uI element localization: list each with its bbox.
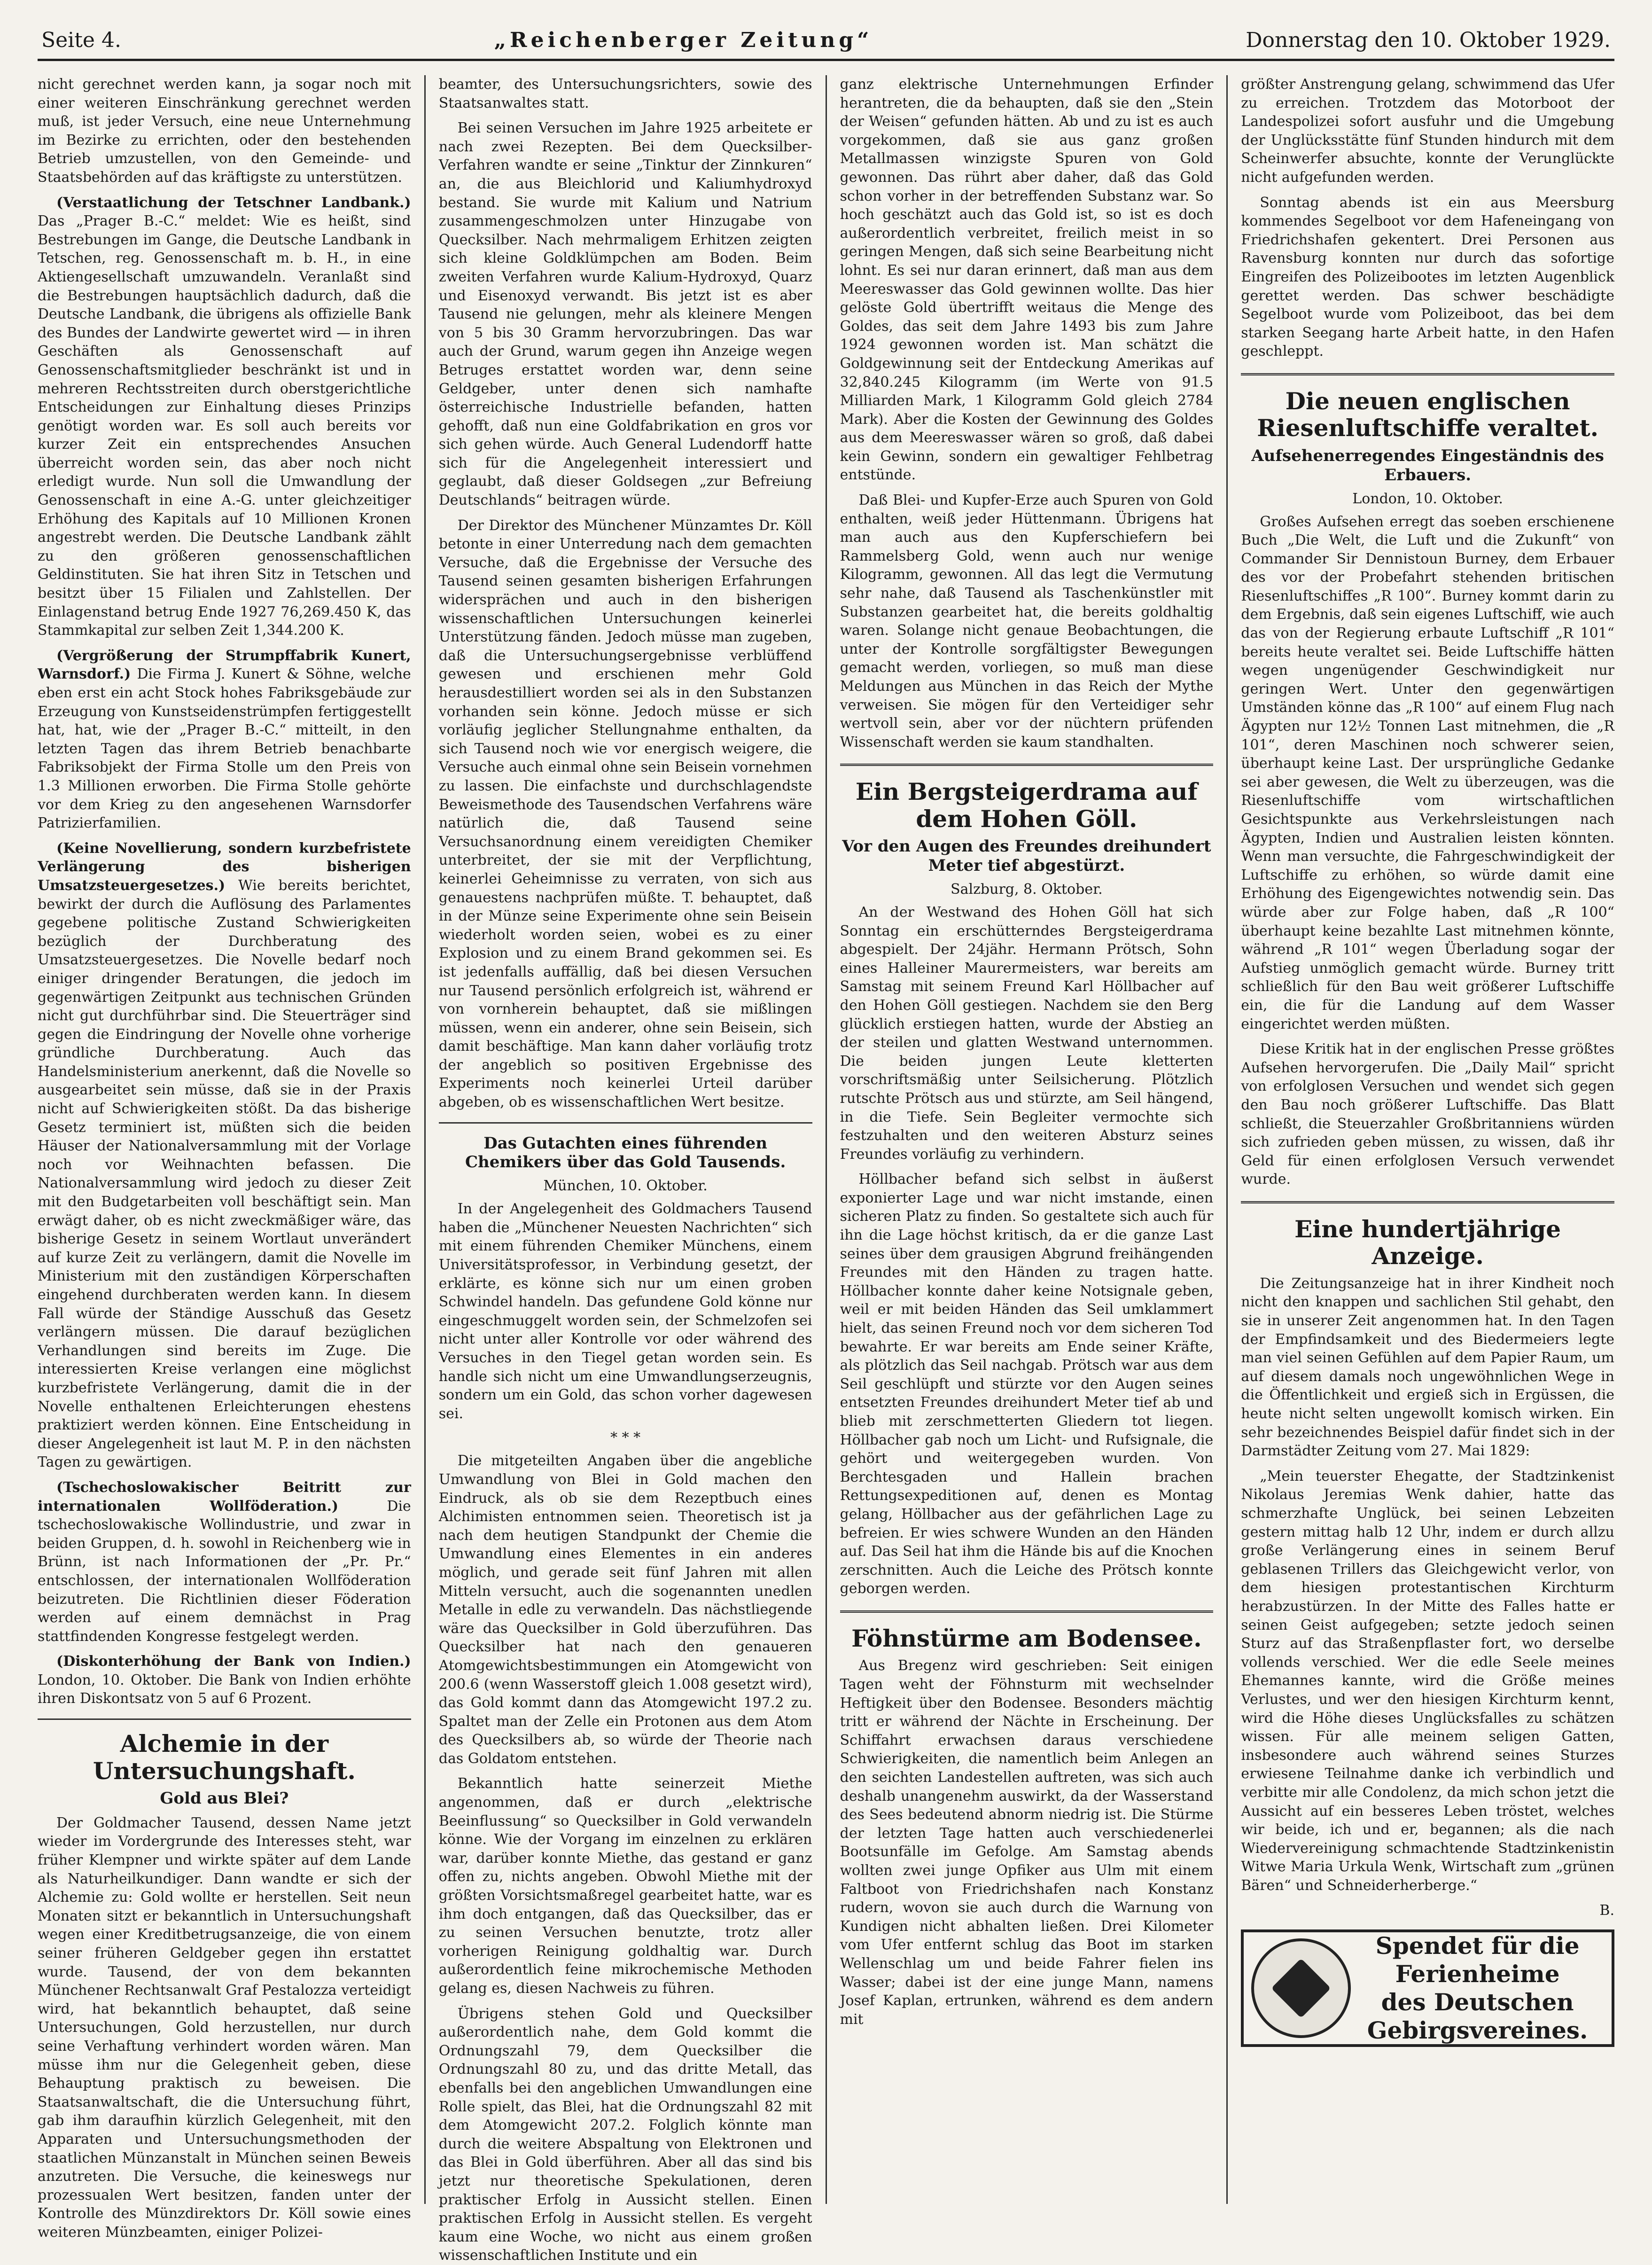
- paragraph: nicht gerechnet werden kann, ja sogar noch mit einer weiteren Einschränkung gerechnet werden muß, ist jeder Versuch, eine neue Unternehmung im Bezirke zu errichten, oder den bestehenden Betrieb umzustellen, von den Gemeinde- und Staatsbehörden auf das kräftigste zu unterstützen.: [38, 76, 411, 186]
- paragraph: In der Angelegenheit des Goldmachers Tausend haben die „Münchener Neuesten Nachrichten“ sich mit einem führenden Chemiker Münchens, einem Universitätsprofessor, in Verbindung gesetzt, der erklärte, es könne sich nur um einen groben Schwindel handeln. Das gefundene Gold könne nur eingeschmuggelt worden sein, der Schmelzofen sei nicht unter aller Kontrolle vor oder während des Versuches in den Tiegel getan worden sein. Es handle sich nicht um eine Umwandlungserzeugnis, sondern um ein Gold, das schon vorher dagewesen sei.: [438, 1201, 812, 1422]
- dateline: Salzburg, 8. Oktober.: [951, 881, 1103, 898]
- news-text: London, 10. Oktober. Die Bank von Indien erhöhte ihren Diskontsatz von 5 auf 6 Prozent.: [38, 1671, 411, 1707]
- news-headline: (Vergrößerung der Strumpffabrik Kunert, Warnsdorf.): [38, 647, 411, 683]
- advertisement-text: [1351, 1932, 1604, 2045]
- paragraph: Großes Aufsehen erregt das soeben erschienene Buch „Die Welt, die Luft und die Zukunft“ von Commander Sir Dennistoun Burney, dem Erbauer des vor der Probefahrt stehenden britischen Riesenluftschiffes „R 100“. Burney kommt darin zu dem Ergebnis, daß sein eigenes Luftschiff, wie auch das von der Regierung erbaute Luftschiff „R 101“ bereits heute veraltet sei. Beide Luftschiffe hätten wegen ungenügender Geschwindigkeit nur geringen Wert. Unter den gegenwärtigen Umständen könne das „R 100“ auf einem Flug nach Ägypten nur 12½ Tonnen Last mitnehmen, die „R 101“, deren Maschinen noch schwerer seien, überhaupt keine Last. Der ursprüngliche Gedanke sei aber gewesen, die Welt zu überzeugen, was die Riesenluftschiffe vom wirtschaftlichen Gesichtspunkte aus Verkehrsleistungen nach Ägypten, Indien und Australien leisten könnten. Wenn man versuchte, die Fahrgeschwindigkeit der Luftschiffe zu erhöhen, so würde damit eine Erhöhung des Eigengewichtes notwendig sein. Das würde aber zur Folge haben, daß „R 100“ überhaupt keine bezahlte Last mitnehmen könnte, während „R 101“ wegen Überladung sogar der Aufstieg unmöglich gemacht würde. Burney tritt schließlich für den Bau weit größerer Luftschiffe ein, die für die Landung auf dem Wasser eingerichtet werden müßten.: [1241, 513, 1614, 1032]
- paragraph: beamter, des Untersuchungsrichters, sowie des Staatsanwaltes statt.: [438, 76, 812, 111]
- article-subtitle: Gold aus Blei?: [160, 1789, 289, 1808]
- divider: [439, 1122, 812, 1124]
- divider: [1241, 373, 1614, 375]
- news-headline: (Keine Novellierung, sondern kurzbefristete Verlängerung des bisherigen Umsatzsteuergesetzes.): [38, 840, 411, 894]
- paragraph: größter Anstrengung gelang, schwimmend das Ufer zu erreichen. Trotzdem das Motorboot der Landespolizei sofort ausfuhr und die Umgebung der Unglücksstätte fünf Stunden hindurch mit dem Scheinwerfer absuchte, konnte der Verunglückte nicht aufgefunden werden.: [1241, 76, 1614, 186]
- divider: [38, 1718, 411, 1720]
- divider: [840, 1610, 1214, 1613]
- article-title-alchemie: Alchemie in der Untersuchungshaft.: [93, 1730, 356, 1785]
- newspaper-page: [38, 28, 1614, 2264]
- paragraph: Bei seinen Versuchen im Jahre 1925 arbeitete er nach zwei Rezepten. Bei dem Quecksilber-Verfahren wandte er seine „Tinktur der Zinnkuren“ an, die aus Bleichlorid und Kaliumhydroxyd bestand. Sie wurde mit Kalium und Natrium zusammengeschmolzen unter Hinzugabe von Quecksilber. Nach mehrmaligem Erhitzen zeigten sich kleine Goldklümpchen am Boden. Beim zweiten Verfahren wurde Kalium-Hydroxyd, Quarz und Eisenoxyd verwandt. Bis jetzt ist es aber Tausend nie gelungen, mehr als kleinere Mengen von 5 bis 30 Gramm hervorzubringen. Das war auch der Grund, warum gegen ihn Anzeige wegen Betruges erstattet worden war, denn seine Geldgeber, unter denen sich namhafte österreichische Industrielle befanden, hatten gehofft, daß nun eine Goldfabrikation en gros vor sich gehen würde. Auch General Ludendorff hatte sich für die Angelegenheit interessiert und geglaubt, daß dieser Goldsegen „zur Befreiung Deutschlands“ beitragen würde.: [438, 120, 812, 509]
- article-title-anzeige: Eine hundertjährige Anzeige.: [1294, 1215, 1561, 1270]
- news-text: Die Firma J. Kunert & Söhne, welche eben erst ein acht Stock hohes Fabriksgebäude zur Erzeugung von Kunstseidenstrümpfen fertiggestellt hat, hat, wie der „Prager B.-C.“ mitteilt, in den letzten Tagen das ihrem Betrieb benachbarte Fabriksobjekt der Firma Stolle um den Preis von 1.3 Millionen erworben. Die Firma Stolle gehörte vor dem Krieg zu den angesehenen Warnsdorfer Patrizierfamilien.: [38, 666, 411, 832]
- columns: [38, 75, 1614, 2264]
- newspaper-title: „Reichenberger Zeitung“: [494, 28, 873, 52]
- paragraph: Höllbacher befand sich selbst in äußerst exponierter Lage und war nicht imstande, einen sicheren Platz zu finden. So gestaltete sich auch für ihn die Lage höchst kritisch, da er die ganze Last seines über dem grausigen Abgrund freihängenden Freundes mit den Händen zu tragen hatte. Höllbacher konnte daher keine Notsignale geben, weil er mit beiden Händen das Seil umklammert hielt, das seinen Freund noch vor dem sicheren Tod bewahrte. Er war bereits am Ende seiner Kräfte, als plötzlich das Seil nachgab. Prötsch war aus dem Seil geschlüpft und stürzte vor den Augen seines entsetzten Freundes dreihundert Meter tief ab und blieb mit zerschmetterten Gliedern tot liegen. Höllbacher gab noch um Licht- und Rufsignale, die gehört und weitergegeben wurden. Von Berchtesgaden und Hallein brachen Rettungsexpeditionen auf, denen es Montag gelang, Höllbacher aus der gefährlichen Lage zu befreien. Er wies schwere Wunden an den Händen auf. Das Seil hat ihm die Hände bis auf die Knochen zerschnitten. Auch die Leiche des Prötsch konnte geborgen werden.: [840, 1171, 1214, 1597]
- paragraph: An der Westwand des Hohen Göll hat sich Sonntag ein erschütterndes Bergsteigerdrama abgespielt. Der 24jähr. Hermann Prötsch, Sohn eines Halleiner Maurermeisters, war bereits am Samstag mit seinem Freund Karl Höllbacher auf den Hohen Göll gestiegen. Nachdem sie den Berg glücklich erstiegen hatten, wurde der Abstieg an der steilen und glatten Westwand unternommen. Die beiden jungen Leute kletterten vorschriftsmäßig unter Seilsicherung. Plötzlich rutschte Prötsch aus und stürzte, am Seil hängend, in die Tiefe. Sein Begleiter vermochte sich festzuhalten und den weiteren Absturz seines Freundes vorläufig zu verhindern.: [840, 904, 1214, 1163]
- news-item-landbank: [38, 194, 411, 640]
- news-item-wollfoederation: [38, 1478, 411, 1646]
- column-4: [1226, 75, 1614, 2204]
- news-headline: (Tschechoslowakischer Beitritt zur internationalen Wollföderation.): [38, 1479, 411, 1515]
- paragraph: Diese Kritik hat in der englischen Presse größtes Aufsehen hervorgerufen. Die „Daily Mail“ spricht von erfolglosen Versuchen und wendet sich gegen den Bau noch größerer Luftschiffe. Das Blatt schließt, die Steuerzahler Großbritanniens würden sich zufrieden geben müssen, zu wissen, daß ihr Geld für einen erfolglosen Versuch verwendet wurde.: [1241, 1041, 1614, 1188]
- dateline: München, 10. Oktober.: [543, 1178, 708, 1195]
- dateline: London, 10. Oktober.: [1352, 490, 1503, 507]
- divider: [1241, 1201, 1614, 1203]
- paragraph: Übrigens stehen Gold und Quecksilber außerordentlich nahe, dem Gold kommt die Ordnungszahl 79, dem Quecksilber die Ordnungszahl 80 zu, und das dritte Metall, das ebenfalls bei den angeblichen Umwandlungen eine Rolle spielt, das Blei, hat die Ordnungszahl 82 mit dem Atomgewicht 207.2. Folglich könnte man durch die weitere Abspaltung von Elektronen und das Blei in Gold überführen. Aber all das sind bis jetzt nur theoretische Spekulationen, deren praktischer Erfolg in Aussicht stellen. Einen praktischen Erfolg in Aussicht stellen. Es vergeht kaum eine Woche, wo nicht aus einem großen wissenschaftlichen Institute und ein: [438, 2005, 812, 2264]
- issue-date: Donnerstag den 10. Oktober 1929.: [1246, 28, 1611, 52]
- paragraph: „Mein teuerster Ehegatte, der Stadtzinkenist Nikolaus Jeremias Wenk dahier, hatte das schmerzhafte Unglück, bei seinen Lebzeiten gestern mittag halb 12 Uhr, indem er durch allzu große Verlängerung eines in seinem Beruf geblasenen Trillers das Gleichgewicht verlor, von dem hiesigen protestantischen Kirchturm herabzustürzen. In der Mitte des Falles hatte er seinen Geist aufgegeben; setzte jedoch seinen Sturz auf das Straßenpflaster fort, wo derselbe vollends verschied. Wer die edle Seele meines Ehemannes kannte, wird die Größe meines Verlustes, und wer den hiesigen Kirchturm kennt, wird die Höhe dieses Unglücksfalles zu schätzen wissen. Für alle meinem seligen Gatten, insbesondere auch während seines Sturzes erwiesene Teilnahme danke ich verbindlich und verbitte mir alle Condolenz, da mich schon jetzt die Aussicht auf ein besseres Leben tröstet, welches wir beide, ich und er, begannen; als die nach Wiedervereinigung schmachtende Stadtzinkenistin Witwe Maria Urkula Wenk, Wirtschaft zum „grünen Bären“ und Schneiderherberge.“: [1241, 1468, 1614, 1894]
- news-item-kunert: [38, 647, 411, 833]
- paragraph: Die mitgeteilten Angaben über die angebliche Umwandlung von Blei in Gold machen den Eindruck, als ob sie dem Rezeptbuch eines Alchimisten entnommen seien. Theoretisch ist ja nach dem heutigen Standpunkt der Chemie die Umwandlung eines Elementes in ein anderes möglich, und gerade seit fünf Jahren mit allen Mitteln versucht, auch die sogenannten unedlen Metalle in edle zu verwandeln. Das nächstliegende wäre das Quecksilber in Gold überzuführen. Das Quecksilber hat nach den genaueren Atomgewichtsbestimmungen ein Atomgewicht von 200.6 (wenn Wasserstoff gleich 1.008 gesetzt wird), das Gold kommt dann das Atomgewicht 197.2 zu. Spaltet man der Zelle ein Protonen aus dem Atom des Quecksilbers ab, so würde der Theorie nach das Goldatom entstehen.: [438, 1453, 812, 1767]
- article-subtitle: Vor den Augen des Freundes dreihundert Meter tief abgestürzt.: [842, 837, 1211, 875]
- news-text: Die tschechoslowakische Wollindustrie, und zwar in beiden Gruppen, d. h. sowohl in Reichenberg wie in Brünn, ist nach Informationen der „Pr. Pr.“ entschlossen, der internationalen Wollföderation beizutreten. Die Richtlinien dieser Föderation werden auf einem demnächst in Prag stattfindenden Kongresse festgelegt werden.: [38, 1498, 411, 1645]
- column-2: [424, 75, 826, 2264]
- news-item-novelle: [38, 839, 411, 1472]
- news-item-diskont: [38, 1652, 411, 1708]
- paragraph: Sonntag abends ist ein aus Meersburg kommendes Segelboot vor dem Hafeneingang von Friedrichshafen gekentert. Drei Personen aus Ravensburg konnten nur durch das sofortige Eingreifen des Polizeibootes im letzten Augenblick gerettet werden. Das schwer beschädigte Segelboot wurde vom Polizeiboot, das bei dem starken Seegang harte Arbeit hatte, in den Hafen geschleppt.: [1241, 194, 1614, 360]
- section-separator: * * *: [610, 1429, 641, 1446]
- paragraph: Aus Bregenz wird geschrieben: Seit einigen Tagen weht der Föhnsturm mit wechselnder Heftigkeit über den Bodensee. Besonders mächtig tritt er während der Nächte in Erscheinung. Der Schiffahrt erwachsen daraus verschiedene Schwierigkeiten, die namentlich beim Anlegen an den seichten Landestellen auftreten, was sich auch deshalb unangenehm auswirkt, da der Wasserstand des Sees bedeutend abnorm niedrig ist. Die Stürme der letzten Tage hatten auch verschiedenerlei Bootsunfälle im Gefolge. Am Samstag abends wollten zwei junge Opfiker aus Ulm mit einem Faltboot von Friedrichshafen nach Konstanz rudern, wovon sie auch durch die Warnung von Kundigen nicht abhalten ließen. Drei Kilometer vom Ufer entfernt schlug das Boot im starken Wellenschlag um und beide Fahrer fielen ins Wasser; dabei ist der eine junge Mann, namens Josef Kaplan, ertrunken, während es dem andern mit: [840, 1657, 1214, 2028]
- paragraph: Daß Blei- und Kupfer-Erze auch Spuren von Gold enthalten, weiß jeder Hüttenmann. Übrigens hat man auch aus den Kupferschiefern bei Rammelsberg Gold, wenn auch nur wenige Kilogramm, gewonnen. All das legt die Vermutung sehr nahe, daß Tausend als Taschenkünstler mit Substanzen gearbeitet hat, die bereits goldhaltig waren. Solange nicht genaue Beobachtungen, die unter der Kontrolle sorgfältigster Bewegungen gemacht werden, vorliegen, so muß man diese Meldungen aus München in das Reich der Mythe verweisen. Sie mögen für den Verteidiger sehr wertvoll sein, aber vor der nüchtern prüfenden Wissenschaft werden sie kaum standhalten.: [840, 492, 1214, 750]
- ad-line: Gebirgsvereines.: [1367, 2016, 1588, 2045]
- paragraph: Der Goldmacher Tausend, dessen Name jetzt wieder im Vordergrunde des Interesses steht, war früher Klempner und wirkte später auf dem Lande als Naturheilkundiger. Dann wandte er sich der Alchemie zu: Gold wollte er herstellen. Seit neun Monaten sitzt er bekanntlich in Untersuchungshaft wegen einer Kreditbetrugsanzeige, die von einem seiner früheren Geldgeber gegen ihn erstattet wurde. Tausend, der von dem bekannten Münchener Rechtsanwalt Graf Pestalozza verteidigt wird, hat bekanntlich behauptet, daß seine Untersuchungen, Gold herzustellen, nur durch seine Verhaftung verhindert worden wären. Man müsse ihm nur die Gelegenheit geben, diese Behauptung praktisch zu beweisen. Die Staatsanwaltschaft, die die Untersuchung führt, gab ihm daraufhin kürzlich Gelegenheit, mit den Apparaten und Untersuchungsmethoden der staatlichen Münzanstalt in München seinen Beweis anzutreten. Die Versuche, die keineswegs nur prozessualen Wert besitzen, fanden unter der Kontrolle des Münzdirektors Dr. Köll sowie eines weiteren Münzbeamten, einiger Polizei-: [38, 1814, 411, 2241]
- divider: [840, 764, 1214, 766]
- masthead: [38, 28, 1614, 61]
- article-subtitle: Aufsehenerregendes Eingeständnis des Erbauers.: [1251, 446, 1604, 484]
- edelweiss-emblem-icon: [1251, 1938, 1351, 2038]
- paragraph: Bekanntlich hatte seinerzeit Miethe angenommen, daß er durch „elektrische Beeinflussung“ so Quecksilber in Gold verwandeln könne. Wie der Vorgang im einzelnen zu erklären war, darüber konnte Miethe, das gestand er ganz offen zu, nichts angeben. Obwohl Miethe mit der größten Vorsichtsmaßregel gearbeitet hatte, war es ihm doch entgangen, daß das Quecksilber, das er zu seinen Versuchen benutzte, trotz aller vorherigen Reinigung goldhaltig war. Durch außerordentlich feine mikrochemische Methoden gelang es, diesen Nachweis zu führen.: [438, 1775, 812, 1997]
- ad-line: Ferienheime: [1395, 1960, 1560, 1988]
- news-headline: (Diskonterhöhung der Bank von Indien.): [56, 1653, 411, 1670]
- article-title-bergsteigerdrama: Ein Bergsteigerdrama auf dem Hohen Göll.: [855, 778, 1198, 833]
- article-title-foehnstuerme: Föhnstürme am Bodensee.: [851, 1624, 1202, 1652]
- news-headline: (Verstaatlichung der Tetschner Landbank.): [56, 194, 411, 211]
- paragraph: Der Direktor des Münchener Münzamtes Dr. Köll betonte in einer Unterredung nach dem gemachten Versuche, daß die Ergebnisse der Versuche des Tausend seinen gesamten bisherigen Erfahrungen widersprächen und auch in den bisherigen wissenschaftlichen Untersuchungen keinerlei Unterstützung fänden. Jedoch müsse man zugeben, daß die Untersuchungsergebnisse verblüffend gewesen und erschienen mehr Gold herausdestilliert worden sei als in den Substanzen vorhanden sein könne. Jedoch müsse er sich vorläufig jeglicher Stellungnahme enthalten, da sich Tausend noch wie vor energisch weigere, die Versuche auch einmal ohne sein Beisein vornehmen zu lassen. Die einfachste und durchschlagendste Beweismethode des Tausendschen Verfahrens wäre natürlich die, daß Tausend seine Versuchsanordnung einem vereidigten Chemiker unterbreitet, der sie mit der Verpflichtung, keinerlei Geheimnisse zu verraten, von sich aus genauestens nachprüfen müßte. T. behauptet, daß in der Münze seine Experimente ohne sein Beisein wiederholt worden seien, wobei es zu einer Explosion und zu einem Brand gekommen sei. Es ist jedenfalls auffällig, daß bei diesen Versuchen nur Tausend persönlich erfolgreich ist, während er von vornherein behauptet, daß sie mißlingen müssen, wenn ein anderer, ohne sein Beisein, sich damit beschäftige. Man kann daher vorläufig trotz der angeblich so positiven Ergebnisse des Experiments noch keinerlei Urteil darüber abgeben, ob es wissenschaftlichen Wert besitze.: [438, 517, 812, 1111]
- section-heading-gutachten: Das Gutachten eines führenden Chemikers über das Gold Tausends.: [465, 1133, 786, 1172]
- signature: B.: [1599, 1902, 1614, 1919]
- news-text: Das „Prager B.-C.“ meldet: Wie es heißt, sind Bestrebungen im Gange, die Deutsche Landbank in Tetschen, reg. Genossenschaft m. b. H., in eine Aktiengesellschaft umzuwandeln. Veranlaßt sind die Bestrebungen hauptsächlich dadurch, daß die Deutsche Landbank, die übrigens als offizielle Bank des Bundes der Landwirte gewertet wird — in ihren Geschäften als Genossenschaft auf Genossenschaftsmitglieder beschränkt ist und in mehreren Rechtsstreiten durch oberstgerichtliche Entscheidungen zur Einhaltung dieses Prinzips genötigt worden war. Es soll auch bereits vor kurzer Zeit ein entsprechendes Ansuchen überreicht worden sein, das aber noch nicht erledigt wurde. Nun soll die Umwandlung der Genossenschaft in eine A.-G. unter gleichzeitiger Erhöhung des Kapitals auf 10 Millionen Kronen angestrebt werden. Die Deutsche Landbank zählt zu den größeren genossenschaftlichen Geldinstituten. Sie hat ihren Sitz in Tetschen und besitzt über 15 Filialen und Zahlstellen. Der Einlagenstand betrug Ende 1927 76,269.450 K, das Stammkapital zur selben Zeit 1,344.200 K.: [38, 213, 411, 639]
- article-title-luftschiffe: Die neuen englischen Riesenluftschiffe veraltet.: [1257, 387, 1599, 442]
- ad-line: Spendet für die: [1375, 1932, 1580, 1960]
- column-1: [38, 75, 424, 2241]
- news-text: Wie bereits berichtet, bewirkt der durch die Auflösung des Parlamentes gegebene politische Zustand Schwierigkeiten bezüglich der Durchberatung des Umsatzsteuergesetzes. Die Novelle bedarf noch einiger dringender Beratungen, die jedoch im gegenwärtigen Zeitpunkt aus technischen Gründen nicht gut durchführbar sind. Die Steuerträger sind gegen die Eindringung der Novelle ohne vorherige gründliche Durchberatung. Auch das Handelsministerium anerkennt, daß die Novelle so ausgearbeitet sein müsse, daß sie in der Praxis nicht auf Schwierigkeiten stößt. Da das bisherige Gesetz terminiert ist, müßten sich die beiden Häuser der Nationalversammlung mit der Vorlage noch vor Weihnachten befassen. Die Nationalversammlung wird jedoch zu dieser Zeit mit den Budgetarbeiten voll beschäftigt sein. Man erwägt daher, ob es nicht zweckmäßiger wäre, das bisherige Gesetz in seinem Wortlaut unverändert auf kurze Zeit zu verlängern, damit die Novelle im Ministerium mit den zuständigen Körperschaften eingehend durchberaten werden kann. In diesem Fall würde der Ständige Ausschuß das Gesetz verlängern müssen. Die darauf bezüglichen Verhandlungen sind bereits im Zuge. Die interessierten Kreise verlangen eine möglichst kurzbefristete Verlängerung, damit die in der Novelle enthaltenen Erleichterungen ehestens praktiziert werden können. Eine Entscheidung in dieser Angelegenheit ist laut M. P. in den nächsten Tagen zu gewärtigen.: [38, 877, 411, 1471]
- paragraph: Die Zeitungsanzeige hat in ihrer Kindheit noch nicht den knappen und sachlichen Stil gehabt, den sie in unserer Zeit angenommen hat. In den Tagen der Empfindsamkeit und des Biedermeiers legte man viel seinen Gefühlen auf dem Papier Raum, um auf diesem damals noch ungewöhnlichen Wege in die Öffentlichkeit und ergieß sich in Ergüssen, die heute nicht selten ungewollt komisch wirken. Ein sehr bezeichnendes Beispiel dafür findet sich in der Darmstädter Zeitung vom 27. Mai 1829:: [1241, 1275, 1614, 1460]
- advertisement-box: [1241, 1929, 1614, 2047]
- page-number: Seite 4.: [41, 28, 121, 52]
- ad-line: des Deutschen: [1381, 1988, 1574, 2016]
- column-3: [826, 75, 1227, 2204]
- paragraph: ganz elektrische Unternehmungen Erfinder herantreten, die da behaupten, daß sie den „Stein der Weisen“ gefunden hätten. Ab und zu ist es auch vorgekommen, daß sie aus ganz großen Metallmassen winzigste Spuren von Gold gewonnen. Das rührt aber daher, daß das Gold schon vorher in der betreffenden Substanz war. So hoch geschätzt auch das Gold ist, so ist es doch außerordentlich verbreitet, freilich meist in so geringen Mengen, daß sich seine Bearbeitung nicht lohnt. Es sei nur daran erinnert, daß man aus dem Meereswasser das Gold gewinnen wollte. Das hier gelöste Gold übertrifft weitaus die Menge des Goldes, das seit dem Jahre 1493 bis zum Jahre 1924 gewonnen worden ist. Man schätzt die Goldgewinnung seit der Entdeckung Amerikas auf 32,840.245 Kilogramm (im Werte von 91.5 Milliarden Mark, 1 Kilogramm Gold gleich 2784 Mark). Aber die Kosten der Gewinnung des Goldes aus dem Meereswasser wären so groß, daß dabei kein Gewinn, sondern ein gewaltiger Fehlbetrag entstünde.: [840, 76, 1214, 484]
